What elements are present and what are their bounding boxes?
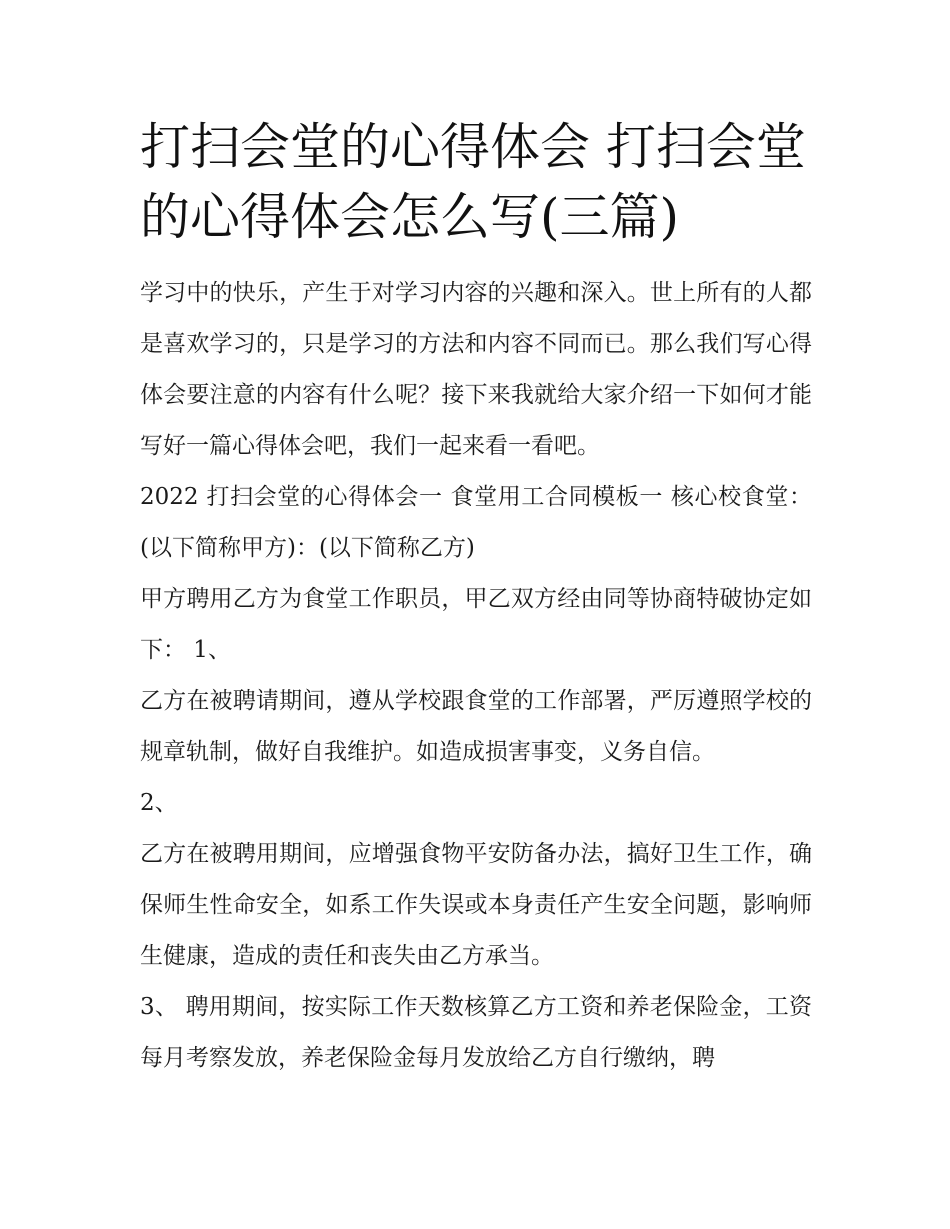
paragraph-intro: 学习中的快乐，产生于对学习内容的兴趣和深入。世上所有的人都是喜欢学习的，只是学习的方法和内容不同而已。那么我们写心得体会要注意的内容有什么呢？接下来我就给大家介绍一下如何才能写好一篇心得体会吧，我们一起来看一看吧。	[140, 280, 812, 459]
document-title: 打扫会堂的心得体会 打扫会堂的心得体会怎么写(三篇)	[140, 118, 806, 246]
paragraph-clause-3: 3、 聘用期间，按实际工作天数核算乙方工资和养老保险金，工资每月考察发放，养老保险金每月发放给乙方自行缴纳，聘	[140, 994, 812, 1071]
document-body	[140, 268, 812, 1084]
paragraph-contract-heading: 2022 打扫会堂的心得体会一 食堂用工合同模板一 核心校食堂：(以下简称甲方)：(以下简称乙方)	[140, 484, 812, 561]
paragraph-clause-2-number: 2、	[140, 790, 178, 816]
paragraph-clause-2: 乙方在被聘用期间，应增强食物平安防备办法，搞好卫生工作，确保师生性命安全，如系工作失误或本身责任产生安全问题，影响师生健康，造成的责任和丧失由乙方承当。	[140, 841, 812, 969]
paragraph-agreement: 甲方聘用乙方为食堂工作职员，甲乙双方经由同等协商特破协定如下： 1、	[140, 586, 812, 663]
paragraph-clause-1: 乙方在被聘请期间，遵从学校跟食堂的工作部署，严厉遵照学校的规章轨制，做好自我维护。如造成损害事变，义务自信。	[140, 688, 812, 765]
document-content	[140, 112, 812, 1084]
